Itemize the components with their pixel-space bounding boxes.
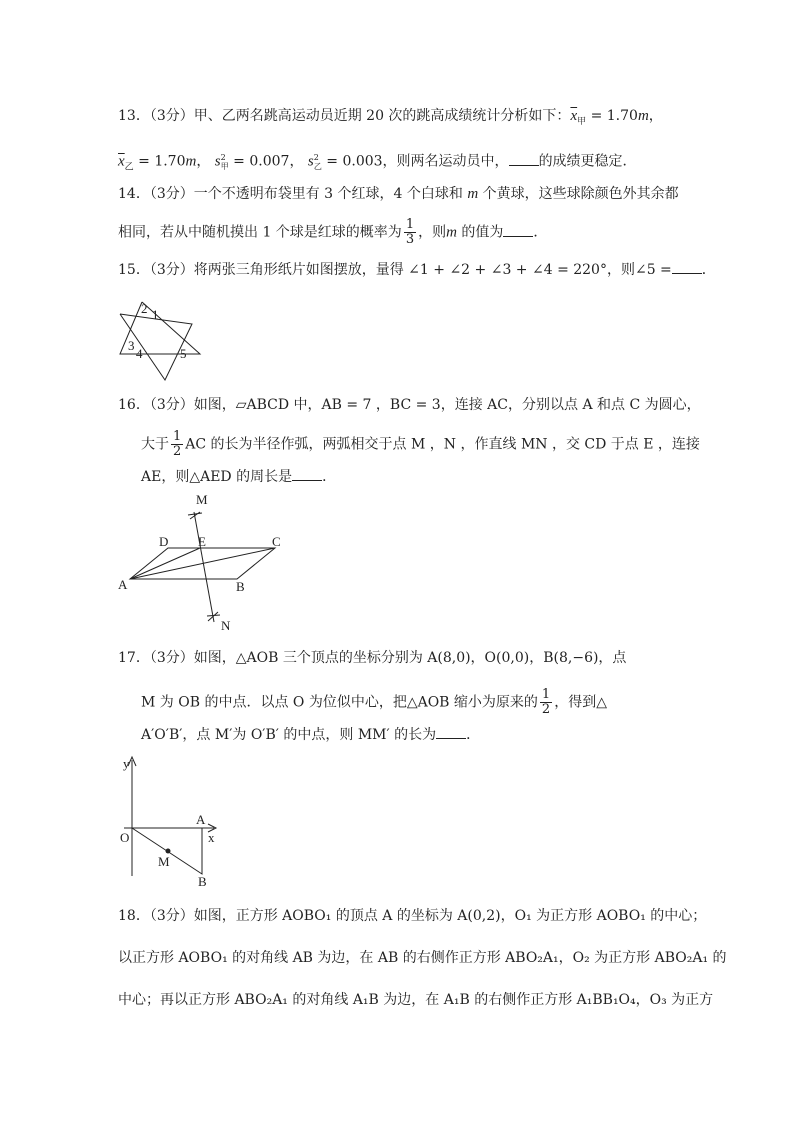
point-label-B: B — [198, 874, 207, 889]
q13-line1: 13．（3分）甲、乙两名跳高运动员近期 20 次的跳高成绩统计分析如下：$\overline{x}_甲 = 1.70m$， — [118, 108, 663, 127]
axis-label-x: x — [208, 830, 215, 845]
answer-blank — [672, 259, 702, 274]
answer-blank — [292, 466, 322, 481]
answer-blank — [503, 222, 533, 237]
answer-blank — [436, 724, 466, 739]
angle-label-2: 2 — [141, 301, 148, 316]
triangles-figure — [112, 292, 212, 387]
fraction: $\frac{1}{3}$ — [405, 217, 415, 247]
q15-line1: 15．（3分）将两张三角形纸片如图摆放，量得 ∠1 + ∠2 + ∠3 + ∠4 = 220°，则∠5 = ． — [118, 259, 716, 280]
parallelogram-figure — [112, 488, 292, 636]
q16-line1: 16．（3分）如图，▱ABCD 中，AB = 7 ，BC = 3，连接 AC，分别以点 A 和点 C 为圆心， — [118, 397, 701, 413]
fraction: $\frac{1}{2}$ — [541, 687, 551, 717]
q14-line2: 相同，若从中随机摸出 1 个球是红球的概率为 $\frac{1}{3}$ ，则m 的值为 ． — [118, 217, 548, 247]
q18-line3: 中心；再以正方形 ABO₂A₁ 的对角线 A₁B 为边，在 A₁B 的右侧作正方形 A₁BB₁O₄，O₃ 为正方 — [118, 992, 714, 1008]
point-label-M: M — [196, 492, 208, 507]
point-label-A: A — [118, 577, 128, 592]
point-label-E: E — [198, 534, 206, 549]
angle-label-1: 1 — [152, 307, 159, 322]
q16-line3: AE，则△AED 的周长是 ． — [141, 466, 336, 487]
q16-line2: 大于 $\frac{1}{2}$ AC 的长为半径作弧，两弧相交于点 M ，N ，作直线 MN ，交 CD 于点 E ，连接 — [141, 429, 700, 459]
point-label-M: M — [158, 854, 170, 869]
point-label-C: C — [272, 534, 281, 549]
axis-label-y: y — [123, 756, 130, 771]
point-label-O: O — [120, 830, 130, 845]
coordinate-figure — [112, 752, 222, 892]
angle-label-3: 3 — [128, 338, 135, 353]
angle-label-4: 4 — [136, 346, 143, 361]
q14-line1: 14．（3分）一个不透明布袋里有 3 个红球，4 个白球和 m 个黄球，这些球除颜色外其余都 — [118, 186, 679, 202]
fraction: $\frac{1}{2}$ — [173, 429, 182, 459]
point-label-B: B — [236, 579, 245, 594]
q18-line2: 以正方形 AOBO₁ 的对角线 AB 为边，在 AB 的右侧作正方形 ABO₂A₁，O₂ 为正方形 ABO₂A₁ 的 — [118, 950, 727, 966]
angle-label-5: 5 — [180, 346, 187, 361]
answer-blank — [509, 151, 539, 166]
point-label-A: A — [196, 812, 206, 827]
q17-line1: 17．（3分）如图，△AOB 三个顶点的坐标分别为 A(8,0)，O(0,0)，B(8,−6)，点 — [118, 650, 627, 666]
point-label-D: D — [159, 534, 169, 549]
q17-line2: M 为 OB 的中点．以点 O 为位似中心，把△AOB 缩小为原来的 $\frac{1}{2}$ ，得到△ — [141, 687, 607, 717]
q18-line1: 18．（3分）如图，正方形 AOBO₁ 的顶点 A 的坐标为 A(0,2)，O₁ 为正方形 AOBO₁ 的中心； — [118, 908, 707, 924]
q13-line2: $\overline{x}_乙 = 1.70m$， $s^2_甲 = 0.007$， $s^2_乙 = 0.003$，则两名运动员中， 的成绩更稳定． — [118, 148, 637, 177]
q17-line3: A′O′B′，点 M′为 O′B′ 的中点，则 MM′ 的长为 ． — [141, 724, 480, 745]
point-label-N: N — [221, 618, 231, 633]
